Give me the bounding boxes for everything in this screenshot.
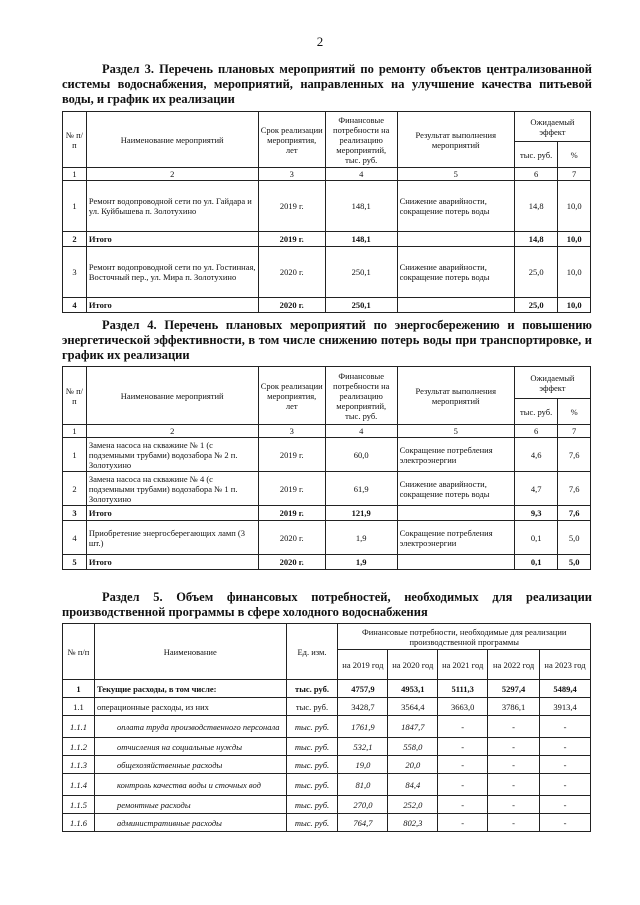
row-value: - — [540, 738, 591, 756]
row-name: Замена насоса на скважине № 4 (с подземными трубами) водозабора № 1 п. Золотухино — [86, 472, 258, 506]
table-row — [63, 181, 591, 232]
row-name: административные расходы — [94, 814, 286, 832]
row-result: Снижение аварийности, сокращение потерь воды — [397, 247, 514, 298]
column-number: 1 — [63, 425, 87, 438]
table-row — [63, 738, 591, 756]
row-value: 764,7 — [338, 814, 388, 832]
row-unit: тыс. руб. — [286, 796, 338, 814]
row-value: 558,0 — [388, 738, 438, 756]
row-value: 1847,7 — [388, 716, 438, 738]
row-num: 1.1 — [63, 698, 95, 716]
table-row — [63, 774, 591, 796]
row-num: 3 — [63, 247, 87, 298]
row-fin: 148,1 — [325, 232, 397, 247]
row-rub: 0,1 — [514, 555, 557, 570]
row-value: 270,0 — [338, 796, 388, 814]
header-row — [63, 367, 591, 399]
row-value: 84,4 — [388, 774, 438, 796]
row-fin: 121,9 — [325, 506, 397, 521]
section5-title: Раздел 5. Объем финансовых потребностей, необходимых для реализации производственной программы в сфере холодного водоснабжения — [62, 590, 592, 619]
row-rub: 14,8 — [514, 181, 557, 232]
row-value: 4953,1 — [388, 680, 438, 698]
row-value: 802,3 — [388, 814, 438, 832]
row-num: 2 — [63, 472, 87, 506]
header-rub: тыс. руб. — [514, 142, 557, 168]
row-rub: 4,6 — [514, 438, 557, 472]
row-term: 2020 г. — [258, 247, 325, 298]
row-rub: 4,7 — [514, 472, 557, 506]
header-result: Результат выполнения мероприятий — [397, 112, 514, 168]
header-effect: Ожидаемый эффект — [514, 112, 590, 142]
column-number: 6 — [514, 168, 557, 181]
table-row — [63, 814, 591, 832]
row-num: 1.1.4 — [63, 774, 95, 796]
row-pct: 10,0 — [558, 232, 591, 247]
section3-table — [62, 111, 591, 313]
row-value: - — [488, 796, 540, 814]
header-term: Срок реализации мероприятия, лет — [258, 367, 325, 425]
row-name: общехозяйственные расходы — [94, 756, 286, 774]
header-fin: Финансовые потребности на реализацию мероприятий, тыс. руб. — [325, 367, 397, 425]
row-term: 2019 г. — [258, 232, 325, 247]
row-num: 1 — [63, 181, 87, 232]
header-result: Результат выполнения мероприятий — [397, 367, 514, 425]
table-row — [63, 247, 591, 298]
row-value: 5111,3 — [438, 680, 488, 698]
row-pct: 7,6 — [558, 438, 591, 472]
row-term: 2020 г. — [258, 521, 325, 555]
row-value: - — [438, 716, 488, 738]
header-name: Наименование мероприятий — [86, 112, 258, 168]
row-value: - — [438, 774, 488, 796]
row-term: 2019 г. — [258, 181, 325, 232]
table-row — [63, 756, 591, 774]
row-name: ремонтные расходы — [94, 796, 286, 814]
row-value: - — [540, 756, 591, 774]
table-row — [63, 555, 591, 570]
row-result — [397, 506, 514, 521]
row-unit: тыс. руб. — [286, 738, 338, 756]
column-number: 6 — [514, 425, 557, 438]
section4-title: Раздел 4. Перечень плановых мероприятий по энергосбережению и повышению энергетической эффективности, в том числе снижению потерь воды при транспортировке, и график их реализации — [62, 318, 592, 362]
row-value: 20,0 — [388, 756, 438, 774]
column-number: 5 — [397, 425, 514, 438]
row-result — [397, 298, 514, 313]
row-value: 81,0 — [338, 774, 388, 796]
table-row — [63, 472, 591, 506]
row-term: 2019 г. — [258, 506, 325, 521]
table-row — [63, 298, 591, 313]
row-name: Замена насоса на скважине № 1 (с подземными трубами) водозабора № 2 п. Золотухино — [86, 438, 258, 472]
row-value: - — [540, 796, 591, 814]
header-num: № п/п — [63, 367, 87, 425]
column-number: 2 — [86, 425, 258, 438]
table-row — [63, 680, 591, 698]
section5-table — [62, 623, 591, 832]
row-value: 1761,9 — [338, 716, 388, 738]
row-value: 252,0 — [388, 796, 438, 814]
row-value: 5489,4 — [540, 680, 591, 698]
row-result: Снижение аварийности, сокращение потерь воды — [397, 472, 514, 506]
section4-table — [62, 366, 591, 570]
row-fin: 250,1 — [325, 298, 397, 313]
column-number: 4 — [325, 168, 397, 181]
row-rub: 14,8 — [514, 232, 557, 247]
row-pct: 5,0 — [558, 521, 591, 555]
row-value: - — [488, 738, 540, 756]
row-result: Сокращение потребления электроэнергии — [397, 521, 514, 555]
row-fin: 61,9 — [325, 472, 397, 506]
row-num: 3 — [63, 506, 87, 521]
header-row — [63, 112, 591, 142]
table-row — [63, 438, 591, 472]
row-pct: 10,0 — [558, 181, 591, 232]
row-unit: тыс. руб. — [286, 698, 338, 716]
row-value: 3564,4 — [388, 698, 438, 716]
column-number: 3 — [258, 425, 325, 438]
header-year: на 2022 год — [488, 650, 540, 680]
row-value: 532,1 — [338, 738, 388, 756]
row-result: Сокращение потребления электроэнергии — [397, 438, 514, 472]
row-rub: 25,0 — [514, 298, 557, 313]
row-name: Приобретение энергосберегающих ламп (3 шт.) — [86, 521, 258, 555]
column-number: 5 — [397, 168, 514, 181]
column-number-row — [63, 168, 591, 181]
row-num: 5 — [63, 555, 87, 570]
row-value: - — [540, 814, 591, 832]
row-term: 2020 г. — [258, 555, 325, 570]
row-unit: тыс. руб. — [286, 756, 338, 774]
header-year: на 2023 год — [540, 650, 591, 680]
header-year: на 2019 год — [338, 650, 388, 680]
row-value: 5297,4 — [488, 680, 540, 698]
row-num: 1.1.1 — [63, 716, 95, 738]
column-number: 7 — [558, 425, 591, 438]
table-row — [63, 506, 591, 521]
row-name: отчисления на социальные нужды — [94, 738, 286, 756]
row-num: 1.1.2 — [63, 738, 95, 756]
row-name: Итого — [86, 555, 258, 570]
row-pct: 5,0 — [558, 555, 591, 570]
header-num: № п/п — [63, 624, 95, 680]
row-fin: 1,9 — [325, 555, 397, 570]
row-fin: 60,0 — [325, 438, 397, 472]
header-row — [63, 624, 591, 650]
header-fin: Финансовые потребности на реализацию мероприятий, тыс. руб. — [325, 112, 397, 168]
header-rub: тыс. руб. — [514, 399, 557, 425]
row-name: операционные расходы, из них — [94, 698, 286, 716]
header-pct: % — [558, 399, 591, 425]
row-num: 4 — [63, 521, 87, 555]
row-value: - — [540, 716, 591, 738]
row-unit: тыс. руб. — [286, 716, 338, 738]
row-unit: тыс. руб. — [286, 814, 338, 832]
header-pct: % — [558, 142, 591, 168]
row-name: Текущие расходы, в том числе: — [94, 680, 286, 698]
row-result — [397, 232, 514, 247]
row-name: Ремонт водопроводной сети по ул. Гостинная, Восточный пер., ул. Мира п. Золотухино — [86, 247, 258, 298]
section3-title: Раздел 3. Перечень плановых мероприятий по ремонту объектов централизованной системы водоснабжения, мероприятий, направленных на улучшение качества питьевой воды, и график их реализации — [62, 62, 592, 106]
row-pct: 10,0 — [558, 298, 591, 313]
header-name: Наименование мероприятий — [86, 367, 258, 425]
row-pct: 7,6 — [558, 506, 591, 521]
header-unit: Ед. изм. — [286, 624, 338, 680]
column-number: 3 — [258, 168, 325, 181]
header-year: на 2021 год — [438, 650, 488, 680]
row-rub: 9,3 — [514, 506, 557, 521]
row-value: 4757,9 — [338, 680, 388, 698]
row-name: Итого — [86, 298, 258, 313]
row-unit: тыс. руб. — [286, 680, 338, 698]
row-value: - — [438, 738, 488, 756]
row-rub: 25,0 — [514, 247, 557, 298]
column-number: 7 — [558, 168, 591, 181]
row-value: - — [438, 814, 488, 832]
row-value: 3663,0 — [438, 698, 488, 716]
row-term: 2020 г. — [258, 298, 325, 313]
row-result — [397, 555, 514, 570]
row-pct: 10,0 — [558, 247, 591, 298]
row-name: Итого — [86, 232, 258, 247]
row-result: Снижение аварийности, сокращение потерь воды — [397, 181, 514, 232]
column-number: 2 — [86, 168, 258, 181]
row-rub: 0,1 — [514, 521, 557, 555]
row-value: - — [540, 774, 591, 796]
header-name: Наименование — [94, 624, 286, 680]
page-number: 2 — [316, 34, 324, 49]
column-number: 1 — [63, 168, 87, 181]
header-effect: Ожидаемый эффект — [514, 367, 590, 399]
table-row — [63, 232, 591, 247]
row-value: - — [438, 756, 488, 774]
row-value: - — [488, 774, 540, 796]
table-row — [63, 716, 591, 738]
row-fin: 148,1 — [325, 181, 397, 232]
row-value: 3913,4 — [540, 698, 591, 716]
column-number-row — [63, 425, 591, 438]
header-year: на 2020 год — [388, 650, 438, 680]
row-value: 19,0 — [338, 756, 388, 774]
row-num: 1.1.5 — [63, 796, 95, 814]
row-value: 3786,1 — [488, 698, 540, 716]
row-value: - — [438, 796, 488, 814]
row-pct: 7,6 — [558, 472, 591, 506]
row-value: - — [488, 716, 540, 738]
row-num: 1.1.3 — [63, 756, 95, 774]
table-row — [63, 698, 591, 716]
row-name: контроль качества воды и сточных вод — [94, 774, 286, 796]
row-num: 4 — [63, 298, 87, 313]
row-unit: тыс. руб. — [286, 774, 338, 796]
header-term: Срок реализации мероприятия, лет — [258, 112, 325, 168]
row-name: оплата труда производственного персонала — [94, 716, 286, 738]
row-num: 2 — [63, 232, 87, 247]
row-term: 2019 г. — [258, 438, 325, 472]
row-fin: 1,9 — [325, 521, 397, 555]
row-name: Ремонт водопроводной сети по ул. Гайдара и ул. Куйбышева п. Золотухино — [86, 181, 258, 232]
row-value: - — [488, 814, 540, 832]
row-num: 1 — [63, 438, 87, 472]
row-value: 3428,7 — [338, 698, 388, 716]
table-row — [63, 796, 591, 814]
header-fin: Финансовые потребности, необходимые для реализации производственной программы — [338, 624, 591, 650]
row-fin: 250,1 — [325, 247, 397, 298]
column-number: 4 — [325, 425, 397, 438]
row-term: 2019 г. — [258, 472, 325, 506]
row-name: Итого — [86, 506, 258, 521]
row-num: 1 — [63, 680, 95, 698]
table-row — [63, 521, 591, 555]
header-num: № п/п — [63, 112, 87, 168]
row-num: 1.1.6 — [63, 814, 95, 832]
row-value: - — [488, 756, 540, 774]
